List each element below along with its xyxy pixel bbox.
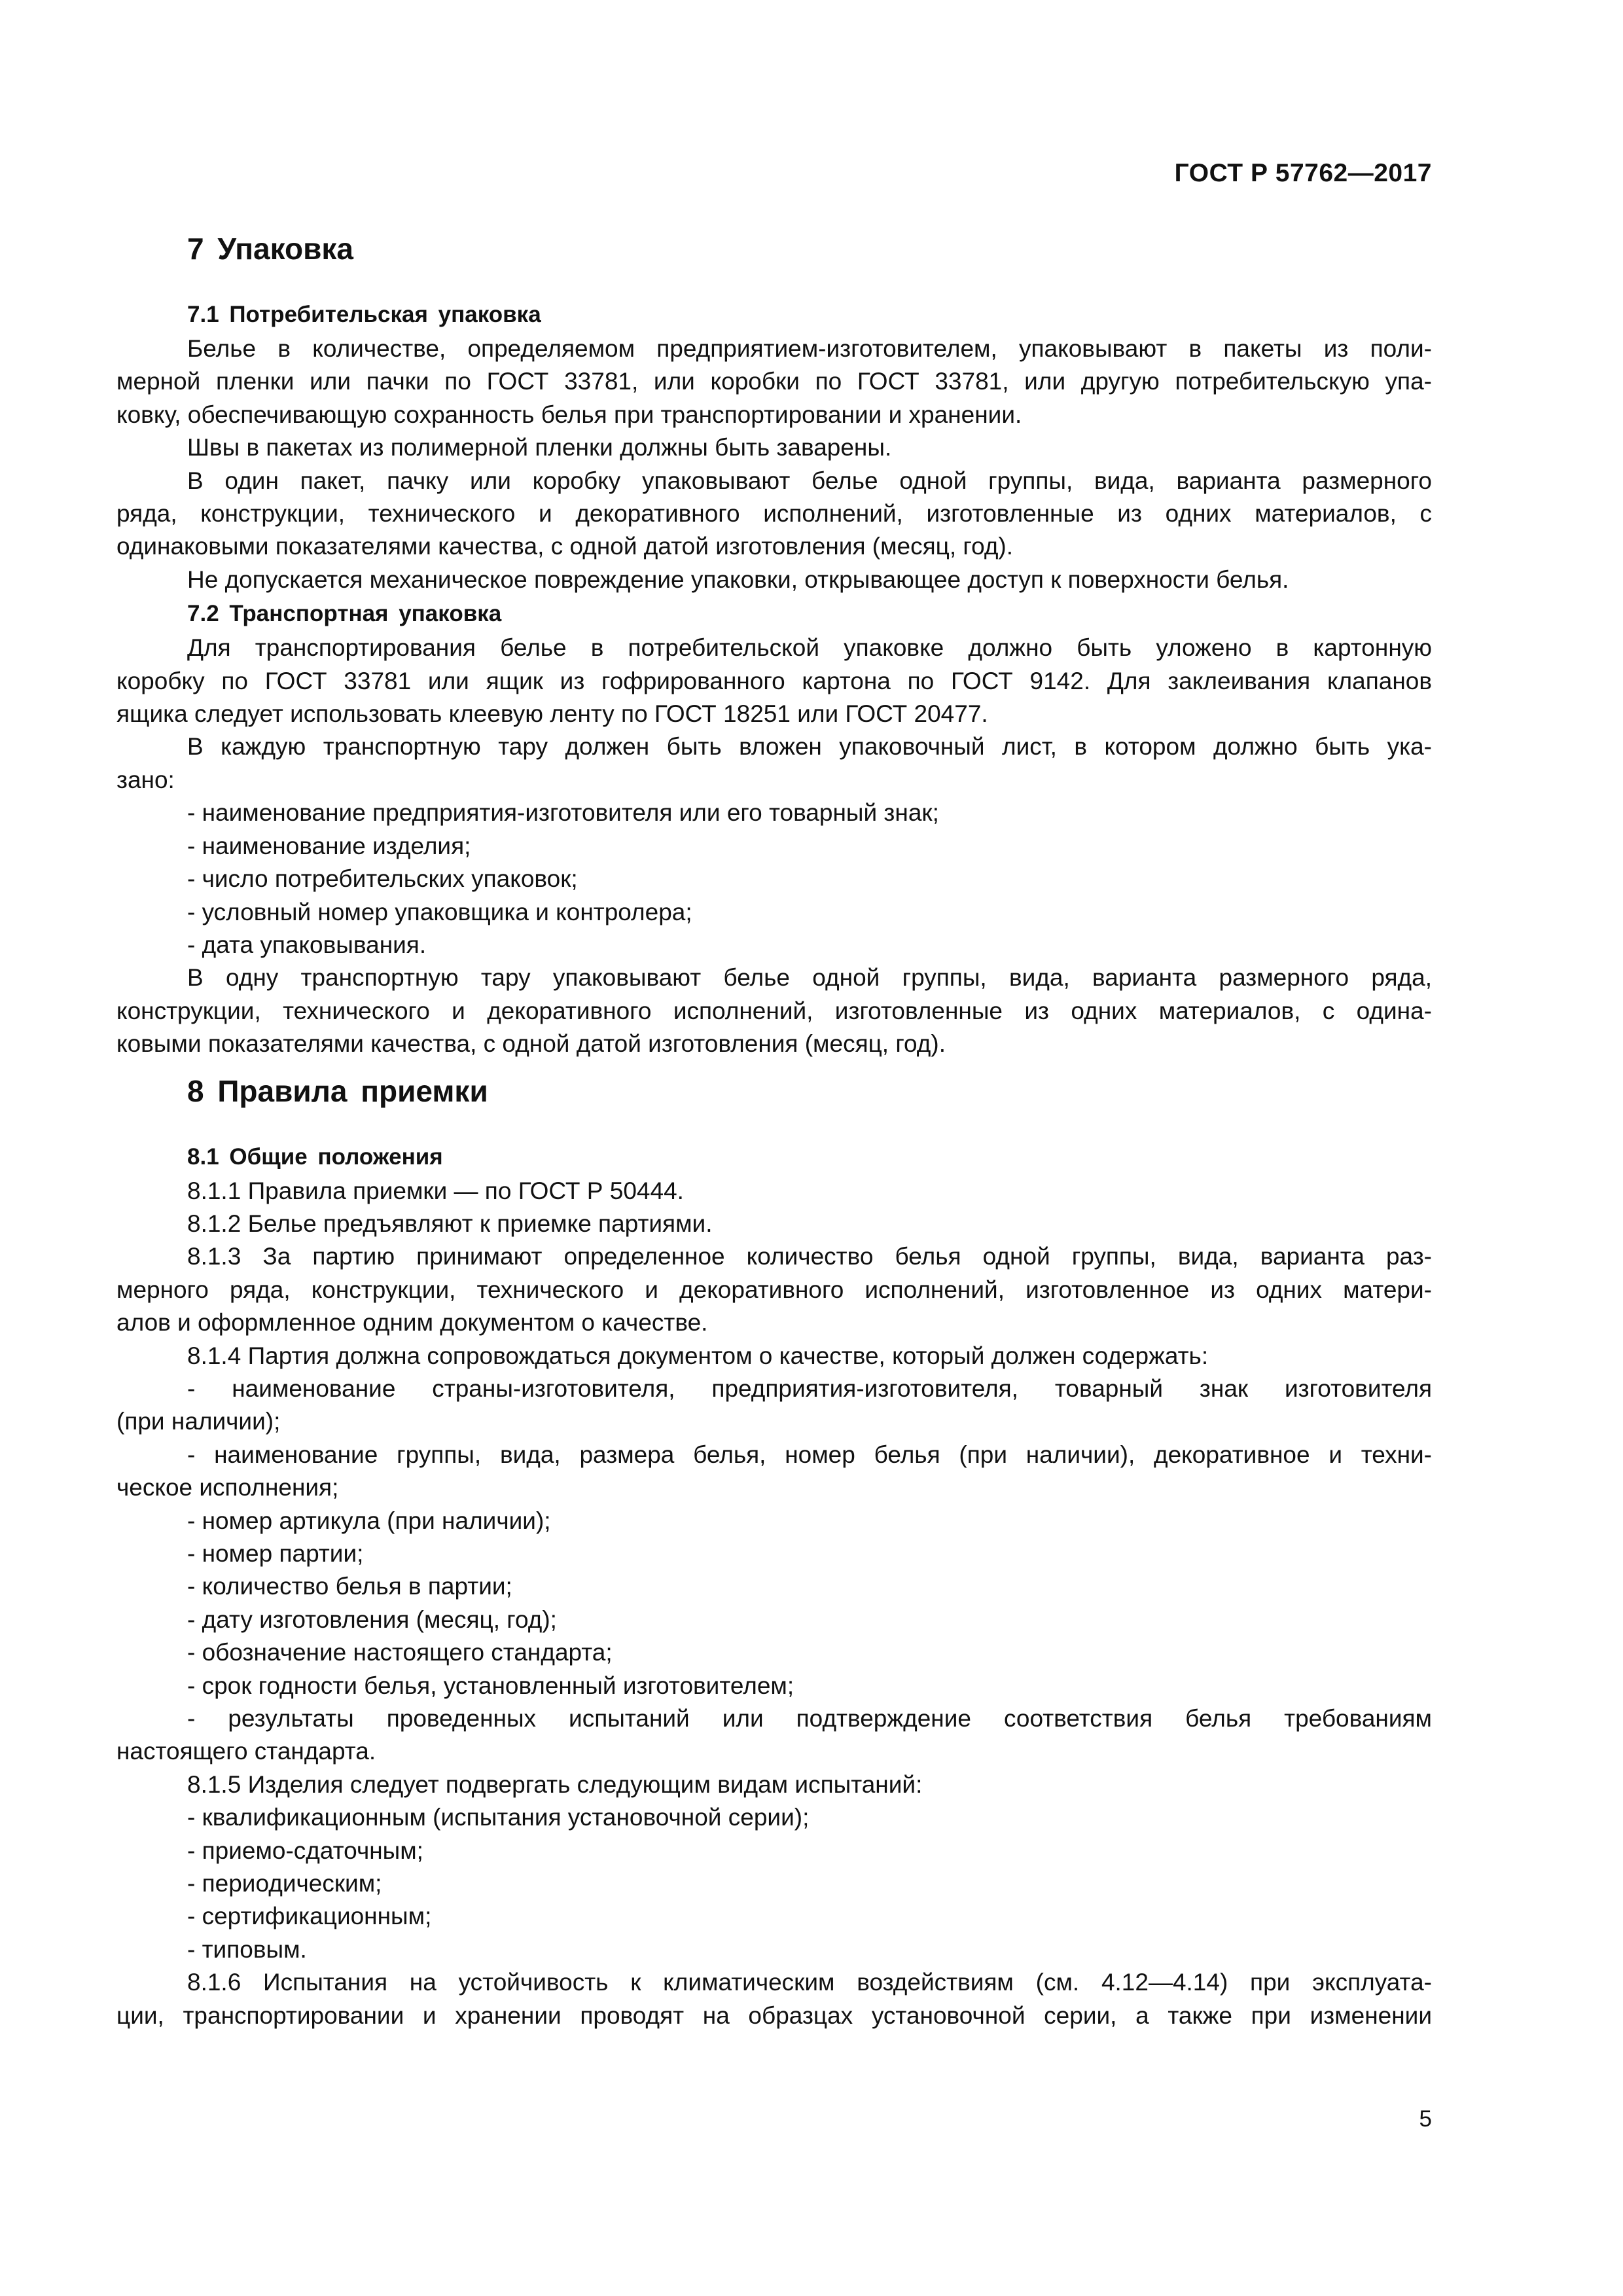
paragraph-line: Для транспортирования белье в потребительской упаковке должно быть уложено в картонную [187,634,1432,662]
list-item: - обозначение настоящего стандарта; [187,1639,613,1666]
list-item: - типовым. [187,1935,307,1963]
list-item-continuation: настоящего стандарта. [116,1738,376,1765]
paragraph-line: Белье в количестве, определяемом предприятием-изготовителем, упаковывают в пакеты из поли- [187,335,1432,362]
list-item: - наименование предприятия-изготовителя или его товарный знак; [187,799,939,827]
paragraph-line: 8.1.1 Правила приемки — по ГОСТ Р 50444. [187,1177,684,1204]
list-item: - наименование страны-изготовителя, предприятия-изготовителя, товарный знак изготовителя [187,1374,1432,1402]
document-body [116,229,1432,2032]
list-item: - дату изготовления (месяц, год); [187,1605,557,1633]
paragraph-line: В каждую транспортную тару должен быть вложен упаковочный лист, в котором должно быть ука- [187,733,1432,761]
list-item: - наименование группы, вида, размера белья, номер белья (при наличии), декоративное и техни- [187,1441,1432,1468]
paragraph-line: Не допускается механическое повреждение упаковки, открывающее доступ к поверхности белья. [187,565,1289,593]
list-item: - приемо-сдаточным; [187,1837,423,1864]
paragraph-line: мерной пленки или пачки по ГОСТ 33781, или коробки по ГОСТ 33781, или другую потребительскую упа- [116,368,1432,395]
paragraph-line: ковыми показателями качества, с одной датой изготовления (месяц, год). [116,1030,946,1058]
section-8-heading: 8 Правила приемки [187,1073,488,1108]
list-item-continuation: (при наличии); [116,1408,281,1435]
paragraph-line: 8.1.6 Испытания на устойчивость к климатическим воздействиям (см. 4.12—4.14) при эксплуата- [187,1969,1432,1996]
paragraph-line: алов и оформленное одним документом о качестве. [116,1309,708,1336]
list-item: - периодическим; [187,1870,382,1897]
paragraph-line: ковку, обеспечивающую сохранность белья при транспортировании и хранении. [116,401,1022,428]
paragraph-line: зано: [116,766,175,793]
document-code: ГОСТ Р 57762—2017 [1174,159,1432,187]
list-item: - квалификационным (испытания установочной серии); [187,1804,810,1831]
subsection-7-1-heading: 7.1 Потребительская упаковка [187,302,541,327]
paragraph-line: ряда, конструкции, технического и декоративного исполнений, изготовленные из одних материалов, с [116,500,1432,528]
list-item: - наименование изделия; [187,832,471,859]
paragraph-line: 8.1.3 За партию принимают определенное количество белья одной группы, вида, варианта раз- [187,1243,1432,1270]
list-item: - количество белья в партии; [187,1573,512,1600]
list-item: - номер партии; [187,1540,364,1567]
paragraph-line: коробку по ГОСТ 33781 или ящик из гофрированного картона по ГОСТ 9142. Для заклеивания клапанов [116,667,1432,694]
paragraph-line: В одну транспортную тару упаковывают белье одной группы, вида, варианта размерного ряда, [187,964,1432,992]
paragraph-line: 8.1.4 Партия должна сопровождаться документом о качестве, который должен содержать: [187,1342,1209,1369]
list-item-continuation: ческое исполнения; [116,1474,339,1501]
paragraph-line: ящика следует использовать клеевую ленту по ГОСТ 18251 или ГОСТ 20477. [116,700,988,728]
paragraph-line: В один пакет, пачку или коробку упаковывают белье одной группы, вида, варианта размерного [187,467,1432,494]
subsection-8-1-heading: 8.1 Общие положения [187,1143,443,1170]
list-item: - сертификационным; [187,1903,432,1930]
paragraph-line: 8.1.2 Белье предъявляют к приемке партиями. [187,1210,713,1237]
list-item: - дата упаковывания. [187,931,427,958]
paragraph-line: одинаковыми показателями качества, с одной датой изготовления (месяц, год). [116,533,1014,560]
paragraph-line: Швы в пакетах из полимерной пленки должны быть заварены. [187,434,892,461]
list-item: - срок годности белья, установленный изготовителем; [187,1672,794,1699]
paragraph-line: мерного ряда, конструкции, технического и декоративного исполнений, изготовленное из одних матери- [116,1276,1432,1303]
list-item: - число потребительских упаковок; [187,865,578,893]
list-item: - условный номер упаковщика и контролера; [187,898,692,925]
paragraph-line: 8.1.5 Изделия следует подвергать следующим видам испытаний: [187,1770,923,1798]
subsection-7-2-heading: 7.2 Транспортная упаковка [187,601,502,627]
page-number: 5 [1419,2106,1432,2132]
list-item: - результаты проведенных испытаний или подтверждение соответствия белья требованиям [187,1705,1432,1732]
paragraph-line: конструкции, технического и декоративного исполнений, изготовленные из одних материалов, с одина- [116,997,1432,1024]
paragraph-line: ции, транспортировании и хранении проводят на образцах установочной серии, а также при изменении [116,2001,1432,2029]
list-item: - номер артикула (при наличии); [187,1507,551,1534]
section-7-heading: 7 Упаковка [187,232,353,266]
